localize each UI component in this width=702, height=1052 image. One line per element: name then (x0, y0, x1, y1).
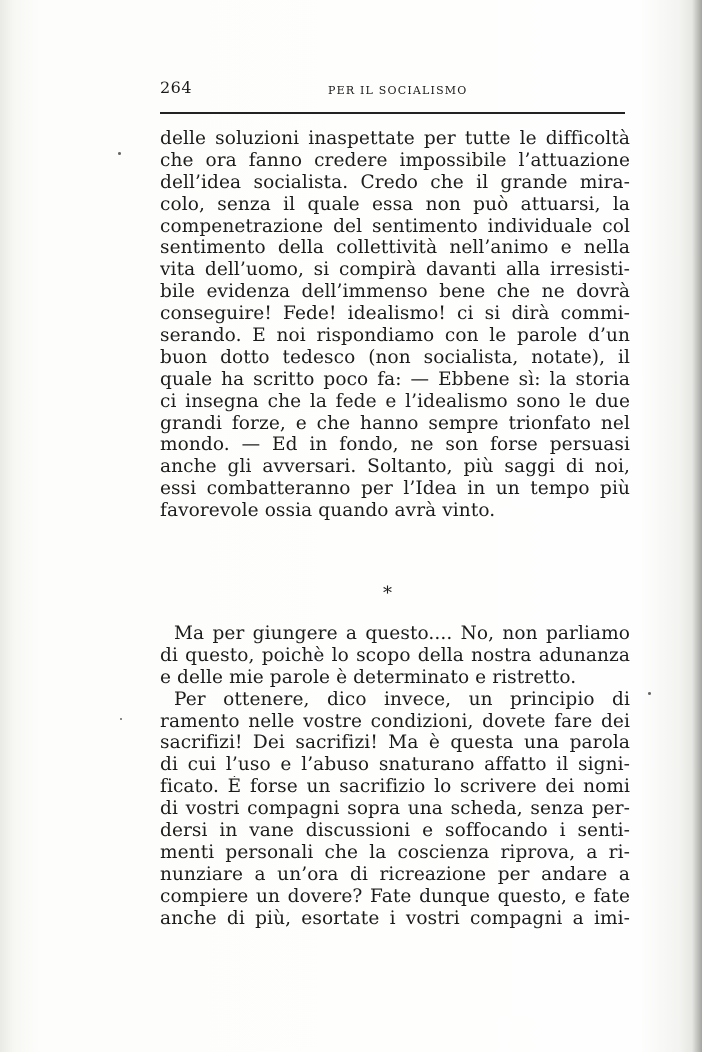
text-line: grandi forze, e che hanno sempre trionfato nel (160, 412, 630, 434)
running-head: PER IL SOCIALISMO (328, 84, 468, 97)
text-line: Ma per giungere a questo.... No, non parliamo (174, 623, 630, 644)
page-header (160, 78, 625, 104)
text-line: menti personali che la coscienza riprova, a ri- (160, 841, 630, 863)
text-line: di questo, poichè lo scopo della nostra adunanza (160, 644, 630, 666)
text-line: compenetrazione del sentimento individuale col (160, 215, 630, 237)
header-rule (160, 112, 625, 114)
text-line: dell’idea socialista. Credo che il grande mira- (160, 171, 630, 193)
text-line: buon dotto tedesco (non socialista, notate), il (160, 346, 630, 368)
paragraph-1 (160, 128, 630, 522)
text-line: compiere un dovere? Fate dunque questo, e fate (160, 885, 630, 907)
text-line: sentimento della collettività nell’animo e nella (160, 237, 630, 259)
text-line: ficato. È forse un sacrifizio lo scrivere dei nomi (160, 776, 630, 798)
text-line: favorevole ossia quando avrà vinto. (160, 500, 496, 522)
page-spine-shadow (692, 0, 702, 1052)
text-line: essi combatteranno per l’Idea in un tempo più (160, 478, 630, 500)
text-line: quale ha scritto poco fa: — Ebbene sì: la storia (160, 368, 630, 390)
text-line: mondo. — Ed in fondo, ne son forse persuasi (160, 434, 630, 456)
text-line: di vostri compagni sopra una scheda, senza per- (160, 798, 630, 820)
text-line: di cui l’uso e l’abuso snaturano affatto il signi- (160, 754, 630, 776)
paper-speck (118, 152, 121, 155)
text-line: anche gli avversari. Soltanto, più saggi di noi, (160, 456, 630, 478)
paper-speck (648, 692, 651, 695)
text-line: ci insegna che la fede e l’idealismo sono le due (160, 390, 630, 412)
text-line: colo, senza il quale essa non può attuarsi, la (160, 193, 630, 215)
text-line: ramento nelle vostre condizioni, dovete fare dei (160, 710, 630, 732)
text-line: dersi in vane discussioni e soffocando i senti- (160, 820, 630, 842)
text-line: bile evidenza dell’immenso bene che ne dovrà (160, 281, 630, 303)
text-line: sacrifizi! Dei sacrifizi! Ma è questa una parola (160, 732, 630, 754)
page-number: 264 (160, 78, 193, 97)
text-line: e delle mie parole è determinato e ristretto. (160, 666, 577, 688)
text-line: conseguire! Fede! idealismo! ci si dirà commi- (160, 303, 630, 325)
text-line: vita dell’uomo, si compirà davanti alla irresisti- (160, 259, 630, 281)
text-line: anche di più, esortate i vostri compagni a imi- (160, 907, 630, 929)
text-line: serando. E noi rispondiamo con le parole d’un (160, 325, 630, 347)
paragraph-2 (160, 623, 630, 929)
text-line: che ora fanno credere impossibile l’attuazione (160, 149, 630, 171)
text-line: Per ottenere, dico invece, un principio di (174, 688, 630, 710)
text-line: delle soluzioni inaspettate per tutte le difficoltà (160, 128, 630, 149)
text-line: nunziare a un’ora di ricreazione per andare a (160, 863, 630, 885)
paper-speck (120, 718, 122, 720)
section-break-asterisk: * (383, 583, 392, 604)
